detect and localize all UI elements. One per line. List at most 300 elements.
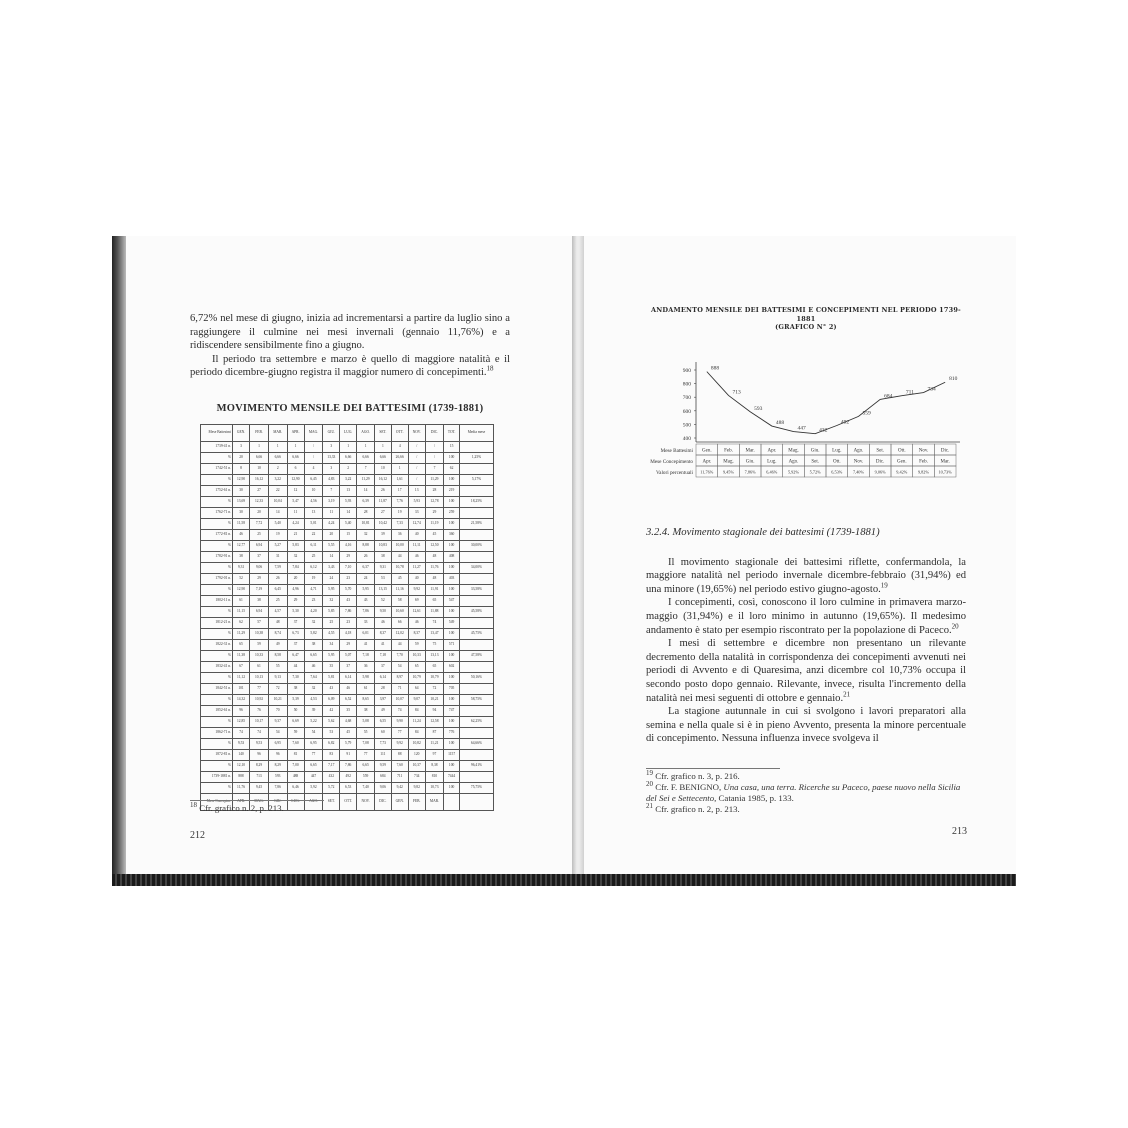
chart-grid-text: Ago. [788,459,799,465]
table-cell: 7,33 [391,518,408,529]
table-cell: 7,18 [375,650,392,661]
table-cell: 5,95 [357,584,375,595]
table-cell: 12,74 [408,518,425,529]
table-cell: 5,30 [287,606,304,617]
table-cell: 46 [375,617,392,628]
table-cell: 50,16% [459,672,493,683]
table-cell: 10 [304,485,323,496]
table-cell: 6,55 [375,716,392,727]
chart-row-label: Valori percentuali [655,470,693,476]
table-header-cell: AGO. [357,424,375,441]
table-cell: 11,76 [425,562,444,573]
table-cell: 54 [268,727,287,738]
table-cell: 45,75% [459,628,493,639]
table-cell: 28 [357,507,375,518]
table-cell: 432 [323,771,340,782]
table-cell: 30,00% [459,540,493,551]
table-cell: 59 [287,727,304,738]
chart-grid-text: 6,46% [766,469,778,475]
table-cell: 1 [250,441,269,452]
table-cell: 6,65 [357,760,375,771]
table-cell: 32 [357,529,375,540]
table-cell: 84 [408,727,425,738]
table-cell: 66 [391,617,408,628]
table-row [201,496,494,507]
table-cell: 32 [287,551,304,562]
table-cell: 7,86 [268,782,287,793]
table-row [201,507,494,518]
table-cell: 12,85 [233,716,250,727]
table-cell: 28 [375,683,392,694]
table-row [201,782,494,793]
table-cell: 9,42 [391,782,408,793]
table-cell: 100 [444,650,460,661]
chart-y-tick-label: 800 [682,381,691,388]
table-footer-cell: LUG. [287,793,304,810]
table-cell: 3 [233,441,250,452]
table-cell: 70 [268,705,287,716]
table-cell [459,507,493,518]
table-cell: 810 [425,771,444,782]
chart-grid-text: Nov. [918,448,929,454]
table-row-label: % [201,540,233,551]
table-cell: 8 [233,463,250,474]
table-cell: 7,60 [287,738,304,749]
table-cell [459,595,493,606]
table-cell: 75 [425,639,444,650]
table-cell: 41 [357,639,375,650]
table-cell: 43 [357,595,375,606]
table-cell: 72 [425,683,444,694]
table-cell: 12,90 [233,474,250,485]
table-cell: 4,71 [304,584,323,595]
right-page-number: 213 [952,826,967,837]
table-cell: 6,95 [268,738,287,749]
table-cell: 9,31 [233,562,250,573]
table-cell: 10,33 [250,650,269,661]
table-cell: 1,25% [459,452,493,463]
table-cell: / [408,463,425,474]
table-cell: 408 [444,551,460,562]
table-cell: 19 [391,507,408,518]
chart-grid-text: Feb. [724,448,733,454]
table-cell: 9,07 [408,694,425,705]
table-cell: 5,93 [408,496,425,507]
table-cell: 9,92 [408,584,425,595]
chart-grid-text: Set. [876,448,884,454]
table-cell: 7444 [444,771,460,782]
table-cell: 6,66 [287,452,304,463]
table-cell: 50 [287,705,304,716]
table-cell: 35 [323,661,340,672]
table-cell: 77 [304,749,323,760]
table-cell: 12,02 [391,628,408,639]
table-header-cell: MAR. [268,424,287,441]
table-cell: 62 [444,463,460,474]
table-cell: 4,55 [323,628,340,639]
table-cell: 6,94 [250,606,269,617]
table-cell: 59 [250,639,269,650]
chart-data-label: 810 [949,376,958,383]
table-cell [459,639,493,650]
table-cell: 11 [323,507,340,518]
table-footer-cell: OTT. [340,793,357,810]
table-row-label: % [201,518,233,529]
table-cell: 6,39 [357,496,375,507]
table-cell: 4 [304,463,323,474]
table-header-cell: SET. [375,424,392,441]
table-footer-cell: FEB. [408,793,425,810]
table-header-cell: FEB. [250,424,269,441]
left-paragraph-1: 6,72% nel mese di giugno, inizia ad incrementarsi a partire da luglio sino a raggiungere il culmine nei mesi invernali (gennaio 11,76%) e a ridiscendere sensibilmente fino a giugno. [190,313,510,352]
table-cell [459,727,493,738]
table-cell: 64,66% [459,738,493,749]
table-cell: 40 [408,573,425,584]
table-cell: 747 [444,705,460,716]
table-cell: 10,78 [391,562,408,573]
left-page-number: 212 [190,830,205,841]
table-cell: 37 [340,661,357,672]
table-cell: 23 [304,595,323,606]
table-cell: 547 [444,595,460,606]
table-cell: 11,12 [233,672,250,683]
table-row-label: % [201,760,233,771]
table-cell: 559 [357,771,375,782]
table-cell: 42 [323,705,340,716]
table-cell: 20 [323,529,340,540]
table-cell: 11,15 [233,606,250,617]
table-cell: 5,17% [459,474,493,485]
table-cell: 9,06 [375,782,392,793]
table-cell: 12,78 [425,496,444,507]
footnote-20: $^{20}$ Cfr. F. BENIGNO, Una casa, una terra. Ricerche su Paceco, paese nuovo nella Sicilia del Sei e Settecento, Catania 1985, p. 133. [646,780,961,803]
table-cell: 4,24 [287,518,304,529]
table-cell: / [304,441,323,452]
table-cell [459,771,493,782]
table-cell: 7,64 [304,672,323,683]
table-cell: 62 [233,617,250,628]
table-row-label: 1802-11 n. [201,595,233,606]
table-cell: 12,90 [287,474,304,485]
table-cell: 29 [340,639,357,650]
table-cell: 140 [233,749,250,760]
chart-data-label: 888 [710,365,720,372]
table-cell: 14 [357,485,375,496]
table-row [201,529,494,540]
table-cell [459,441,493,452]
chart-y-tick-label: 400 [682,436,691,442]
table-cell: 447 [304,771,323,782]
table-cell [459,617,493,628]
table-cell: 5,40 [268,518,287,529]
table-footer-cell: MAR. [425,793,444,810]
table-cell: 6,65 [304,760,323,771]
table-cell: 734 [408,771,425,782]
table-cell: 43 [323,683,340,694]
table-cell: 26 [375,485,392,496]
table-cell: 12,90 [233,584,250,595]
book-edge-bottom [112,874,1016,886]
table-cell: 7,70 [391,650,408,661]
right-paragraph-4: La stagione autunnale in cui si svolgono i lavori preparatori alla semina e nella quale si è in pieno Avvento, presenta la minore percentuale di concepimento. Nessuna influenza invece svolgeva il [646,706,966,745]
table-cell: 96,41% [459,760,493,771]
table-cell: 5,83 [287,540,304,551]
table-cell: 5,08 [357,716,375,727]
table-cell: 11,87 [375,496,392,507]
table-cell: 61 [357,683,375,694]
table-cell: 6 [287,463,304,474]
table-cell: 74 [233,727,250,738]
chart-grid-text: Apr. [702,459,712,465]
chart-grid-text: Dic. [940,448,950,454]
table-cell: / [425,452,444,463]
table-cell: 72 [268,683,287,694]
table-cell: 7,10 [340,562,357,573]
chart-y-tick-label: 500 [682,422,691,429]
table-cell: 74 [391,705,408,716]
table-cell: 47,58% [459,650,493,661]
table-cell: 7,18 [357,650,375,661]
table-cell: 10,60 [391,606,408,617]
chart-grid-text: 9,45% [722,469,735,475]
chart-data-label: 593 [754,405,763,412]
table-cell: 16,12 [375,474,392,485]
table-row-label: % [201,606,233,617]
table-cell: 53 [375,573,392,584]
table-cell: 7 [323,485,340,496]
table-header-cell: Mese Battesimi [201,424,233,441]
table-cell: 55 [268,661,287,672]
table-row [201,727,494,738]
table-cell: 58,75% [459,694,493,705]
table-cell: 38 [357,705,375,716]
table-row-label: 1872-81 n. [201,749,233,760]
table-row [201,485,494,496]
table-cell: 7,40 [357,782,375,793]
table-cell: 4,20 [304,606,323,617]
table-cell: 7,08 [357,738,375,749]
table-cell: 20 [233,452,250,463]
table-cell: 10,81 [357,518,375,529]
left-paragraph-2: Il periodo tra settembre e marzo è quello di maggiore natalità e il periodo dicembre-giugno registra il maggior numero di concepimenti.$^{18}$ [190,353,510,379]
table-row-label: % [201,694,233,705]
table-cell: 1 [287,441,304,452]
table-cell: 6,69 [287,716,304,727]
table-row-label: 1792-01 n. [201,573,233,584]
table-cell: 31 [268,551,287,562]
table-cell: 10,73 [425,782,444,793]
chart-grid-text: Apr. [767,448,777,454]
table-cell: 4,56 [304,496,323,507]
table-cell: 219 [444,485,460,496]
table-cell: 11,76 [233,782,250,793]
table-cell: 18,25% [459,496,493,507]
table-cell: / [408,474,425,485]
table-cell: 32 [304,683,323,694]
table-cell: 11,88 [425,606,444,617]
table-cell: 62,25% [459,716,493,727]
table-cell [459,705,493,716]
table-cell: 27 [375,507,392,518]
table-cell: 13,33 [323,452,340,463]
table-cell: 38 [375,551,392,562]
table-cell [459,683,493,694]
table-cell: 10,83 [375,540,392,551]
chart-grid-text: 9,82% [917,469,930,475]
table-footer-cell: Mese Concepim. [201,793,233,810]
table-cell: 25 [268,595,287,606]
table-cell: 30 [233,485,250,496]
table-cell: 100 [444,474,460,485]
table-cell: 15 [340,529,357,540]
table-cell: 25 [250,529,269,540]
table-cell: 67 [233,661,250,672]
table-header-cell: Media mese [459,424,493,441]
table-cell: 11,38 [233,650,250,661]
table-cell [459,749,493,760]
table-cell: 40 [408,529,425,540]
table-header-cell: DIC. [425,424,444,441]
table-cell: 49 [268,639,287,650]
table-cell: 4,68 [340,716,357,727]
chart-grid-text: Set. [811,459,819,465]
table-cell: / [425,441,444,452]
table-cell: 97 [425,749,444,760]
table-cell: 10,00 [391,540,408,551]
table-cell: 3 [323,441,340,452]
table-cell: 49 [375,705,392,716]
table-cell: 27 [250,485,269,496]
table-cell: 100 [444,584,460,595]
table-cell: 46 [304,661,323,672]
chart-grid-text: Lug. [767,459,777,465]
table-cell: 43 [340,595,357,606]
table-cell: 36 [391,529,408,540]
table-cell: 7,76 [391,496,408,507]
table-cell: 3,19 [323,496,340,507]
table-cell: 5,95 [323,650,340,661]
table-cell: 5,92 [304,782,323,793]
table-cell: 10,42 [375,518,392,529]
table-cell: 22 [268,485,287,496]
table-cell: 20 [250,507,269,518]
table-cell: 3,43 [323,562,340,573]
table-cell: 37 [250,551,269,562]
table-cell: 54 [304,727,323,738]
table-cell: 12,33 [250,496,269,507]
table-cell: 16,12 [250,474,269,485]
table-row-label: % [201,650,233,661]
table-row-label: 1772-81 n. [201,529,233,540]
table-cell: 20 [287,573,304,584]
table-footer-cell: APR. [233,793,250,810]
table-cell: 13,15 [375,584,392,595]
table-cell: 84 [408,705,425,716]
table-row-label: 1862-71 n. [201,727,233,738]
table-cell: 11,29 [357,474,375,485]
table-cell: 29 [250,573,269,584]
table-cell: 7,86 [340,606,357,617]
table-cell: 13,47 [425,628,444,639]
table-cell: 26,66 [391,452,408,463]
table-row [201,672,494,683]
table-cell: 44 [391,639,408,650]
table-header-cell: TOT. [444,424,460,441]
table-cell: 8,74 [268,628,287,639]
table-cell: 13,69 [233,496,250,507]
table-row-label: % [201,496,233,507]
table-cell: 10,79 [408,672,425,683]
table-cell: 6,94 [250,540,269,551]
table-row-label: % [201,628,233,639]
table-cell: 5,01 [304,518,323,529]
table-cell: 7 [425,463,444,474]
chart-title: ANDAMENTO MENSILE DEI BATTESIMI E CONCEPIMENTI NEL PERIODO 1739-1881 (GRAFICO N° 2) [651,306,961,331]
table-cell: 10,79 [425,672,444,683]
table-cell: 10,04 [268,496,287,507]
table-cell: 13 [408,485,425,496]
table-cell [459,463,493,474]
chart-data-label: 713 [732,389,741,396]
table-cell: 33 [408,507,425,518]
table-cell: 29 [340,551,357,562]
table-cell: 9,90 [391,716,408,727]
table-cell: 8,97 [391,672,408,683]
table-row-label: 1842-51 n. [201,683,233,694]
table-cell: 5,81 [323,672,340,683]
table-cell: 7,19 [250,584,269,595]
table-cell: 10,13 [250,672,269,683]
table-cell: 6,01 [357,628,375,639]
table-cell: 602 [444,661,460,672]
table-cell: 100 [444,562,460,573]
table-cell: 65 [425,595,444,606]
table-row-label: 1762-71 n. [201,507,233,518]
table-cell: 21 [287,529,304,540]
table-cell: 11,58 [233,518,250,529]
table-title: MOVIMENTO MENSILE DEI BATTESIMI (1739-1881) [216,402,484,414]
table-cell: 7,86 [340,760,357,771]
chart-grid-text: Gen. [702,448,712,454]
table-cell: 77 [250,683,269,694]
table-footer-cell: SET. [323,793,340,810]
table-cell: 59 [408,639,425,650]
table-cell: 100 [444,452,460,463]
table-cell: 37 [287,639,304,650]
chart-grid-text: Mar. [745,448,755,454]
table-cell: 7,84 [287,562,304,573]
table-cell: 8,38 [425,760,444,771]
table-cell: / [408,441,425,452]
chart-data-label: 711 [905,389,914,396]
table-cell: 13,13 [425,650,444,661]
table-cell: 100 [444,694,460,705]
table-cell: 360 [444,529,460,540]
table-cell: 101 [233,683,250,694]
table-cell: 36 [357,661,375,672]
chart-row-label: Mese Battesimi [660,448,693,454]
table-cell: 100 [444,628,460,639]
chart-grid-text: 9,06% [874,469,886,475]
table-cell: 705 [444,683,460,694]
table-header-cell: LUG. [340,424,357,441]
table-cell: 35 [340,705,357,716]
table-cell: 11,11 [408,540,425,551]
table-cell: 52 [375,595,392,606]
table-footer-cell: GIU. [268,793,287,810]
table-cell: 6,73 [287,628,304,639]
table-cell: 259 [444,507,460,518]
